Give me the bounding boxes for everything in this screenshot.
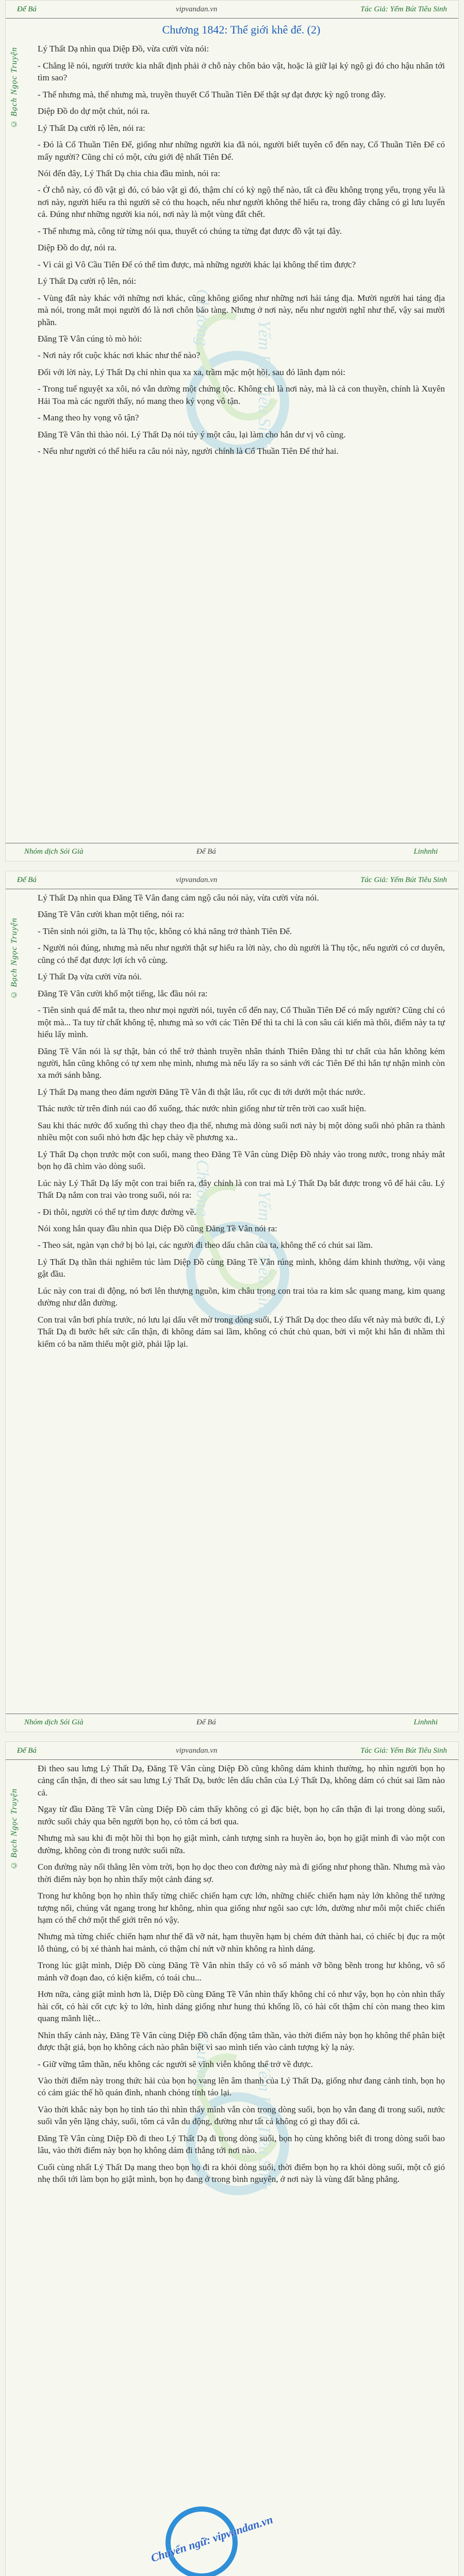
paragraph: Đối với lời này, Lý Thất Dạ chỉ nhìn qua xa xa, trầm mặc một hồi, sau đó lãnh đạm nói: — [38, 367, 345, 377]
header-book-title: Đế Bá — [17, 1747, 37, 1755]
paragraph: Lý Thất Dạ nhìn qua Diệp Đồ, vừa cười vừa nói: — [38, 44, 209, 54]
paragraph: Lúc này con trai di động, nó bơi lên thượng nguồn, kim châu trong con trai tỏa ra kim sắc quang mang, kim quang dường như dẫn đường. — [38, 1285, 445, 1308]
paragraph: - Vùng đất này khác với những nơi khác, cũng không giống như những nơi hải táng địa. Mười người hai táng địa mà nói, trong mắt mọi người đó là nơi chôn bảo tàng. Nhưng ở nơi này, nếu như người nghĩ như thế, vậy sai mười phần. — [38, 293, 445, 327]
watermark-text: Chương — [193, 2030, 212, 2088]
paragraph: - Chẳng lẽ nói, người trước kia nhất định phải ở chỗ này chôn bảo vật, hoặc là giữ lại ký ngộ gì đó cho hậu nhân tới tìm sao? — [38, 60, 445, 83]
paragraph: - Vì cái gì Vô Cầu Tiên Đế có thể tìm được, mà những người khác lại không thể tìm được? — [38, 259, 356, 269]
paragraph: - Đó là Cổ Thuần Tiên Đế, giống như những người kia đã nói, người biết tuyên cổ đến nay, Cổ Thuần Tiên Đế có mấy người? Cũng chỉ có một, cứu giới đệ nhất Tiên Đế. — [38, 140, 445, 162]
paragraph: Diệp Đồ do dự, nói ra. — [38, 243, 117, 253]
page-1-body — [38, 43, 445, 457]
paragraph: - Nơi này rốt cuộc khác nơi khác như thế nào? — [38, 350, 201, 361]
paragraph: Lý Thất Dạ thần thái nghiêm túc làm Diệp Đồ cùng Đăng Tề Vân rúng mình, không dám khinh thường, vội vàng gật đầu. — [38, 1257, 445, 1279]
page-3-body — [38, 1762, 445, 2185]
paragraph: - Ở chỗ này, có đồ vật gì đó, có bảo vật gì đó, thậm chí có kỳ ngộ thế nào, tất cả đều không trọng yếu, trọng yếu là nơi này, người hiểu ra thì người sẽ có thu hoạch, nếu như người không thể hiểu ra, trong đây chẳng có gì lưu luyến cả. Đúng như những người kia nói, nơi này là một vùng đất chết. — [38, 185, 445, 219]
paragraph: Lý Thất Dạ mang theo đám người Đăng Tề Vân đi thật lâu, rốt cục đi tới dưới một thác nước. — [38, 1087, 366, 1097]
paragraph: - Tiên sinh nói giỡn, ta là Thụ tộc, không có khả năng trở thành Tiên Đế. — [38, 926, 292, 936]
chapter-title: Chương 1842: Thế giới khê đế. (2) — [162, 23, 321, 36]
paragraph: Ngay từ đầu Đăng Tề Vân cùng Diệp Đồ cảm thấy không có gì đặc biệt, bọn họ cẩn thận đi lại trong dòng suối, nước suối chảy qua bên người bọn họ, có tôm cá bơi qua. — [38, 1804, 445, 1826]
paragraph: Sau khi thác nước đổ xuống thì chạy theo địa thế, nhưng mà dòng suối nơi này bị một dòng suối nhỏ phân ra thành nhiều một con suối nhỏ hơn đặc hẹp chảy về phương xa.. — [38, 1120, 445, 1143]
paragraph: Đăng Tề Vân cúng tò mò hỏi: — [38, 333, 142, 344]
header-author: Tác Giả: Yếm Bút Tiêu Sinh — [360, 876, 447, 884]
paragraph: Cuối cùng nhất Lý Thất Dạ mang theo bọn họ đi ra khỏi dòng suối, thời điểm bọn họ ra khỏi dòng suối, một cỗ gió nhẹ thổi tới làm bọn họ giật mình, bọn họ đang ở trong bình nguyên, ở nơi này là vùng đất bằng phẳng. — [38, 2162, 445, 2184]
paragraph: Nhìn thấy cảnh này, Đăng Tề Vân cùng Diệp Đồ chấn động tâm thần, vào thời điểm này bọn họ không thể phân biệt được thật giả, bọn họ không cách nào phân biệt vì sao mình tiến vào cảnh tượng kỳ lạ này. — [38, 2030, 445, 2053]
page-2 — [5, 871, 459, 1732]
side-label: © Bạch Ngọc Truyện — [10, 47, 19, 129]
paragraph: Thác nước từ trên đỉnh núi cao đổ xuống, thác nước nhìn giống như từ trên trời cao xuất hiện. — [38, 1104, 367, 1114]
header-author: Tác Giả: Yếm Bút Tiêu Sinh — [360, 1747, 447, 1755]
watermark-text: Chương — [193, 289, 212, 346]
watermark-text-author: Yếm Bút Tiêu Sinh — [255, 2061, 274, 2191]
paragraph: Lý Thất Dạ vừa cười vừa nói. — [38, 972, 142, 982]
paragraph: Nhưng mà sau khi đi một hồi thì bọn họ giật mình, cảnh tượng sinh ra huyền ảo, bọn họ giật mình đi vào một con đường, không còn đi trong nước suối nữa. — [38, 1833, 445, 1855]
footer-book-title: Đế Bá — [196, 1718, 216, 1726]
page-content — [38, 21, 445, 840]
paragraph: Nói xong hắn quay đầu nhìn qua Diệp Đồ cũng Đăng Tề Vân nói ra: — [38, 1223, 277, 1233]
paragraph: Vào thời khắc này bọn họ tỉnh táo thì nhìn thấy mình vẫn còn trong dòng suối, bọn họ vẫn đang đi trong suối, nước suối vẫn yên lặng chảy, suối, tôm cá vẫn du động, đường như tất cả không có gì thay đổi cả. — [38, 2104, 445, 2127]
footer-editor: Linhnhi — [413, 1718, 438, 1726]
paragraph: - Giữ vững tâm thần, nếu không các người sẽ vĩnh viễn không thể trở về được. — [38, 2059, 313, 2069]
paragraph: Con đường này nối thẳng lên vòm trời, bọn họ dọc theo con đường này mà đi giống như phong thần. Nhưng mà vào thời điểm này bọn họ nhìn thấy một cảnh đáng sợ. — [38, 1862, 445, 1884]
header-site: vipvandan.vn — [176, 5, 218, 13]
watermark-text-author: Yếm Bút Tiêu Sinh — [255, 1191, 274, 1320]
paragraph: Lý Thất Dạ chọn trước một con suối, mang theo Đăng Tề Vân cùng Diệp Đồ nhảy vào trong nước, trong nháy mắt bọn họ đã chìm vào dòng suối. — [38, 1149, 445, 1172]
page-header — [6, 1742, 458, 1760]
paragraph: Đăng Tề Vân nói là sự thật, bản có thể trở thành truyền nhân thánh Thiên Đằng thì tư chất của hắn không kém người, hắn cũng không có tự xem nhẹ mình, nhưng mà nếu lấy ra so sánh với các Tiên Đế thì hắn tự nhận mình còn xa mới sánh bằng. — [38, 1046, 445, 1080]
footer-translator: Nhóm dịch Sói Già — [24, 848, 84, 856]
header-site: vipvandan.vn — [176, 1747, 218, 1755]
watermark-text: Chương — [193, 1160, 212, 1217]
paragraph: Đăng Tề Vân cười khan một tiếng, nói ra: — [38, 909, 185, 920]
paragraph: Đăng Tề Vân cùng Diệp Đồ đi theo Lý Thất Dạ đi trong dòng suối, bọn họ cùng không biết đi trong dòng suối bao lâu, vào thời điểm này bọn họ không dám đi thẳng tới nơi nào. — [38, 2133, 445, 2156]
paragraph: - Nếu như người có thể hiểu ra câu nói này, người chính là Cổ Thuần Tiên Đế thứ hai. — [38, 446, 339, 456]
paragraph: - Theo sát, ngàn vạn chớ bị bỏ lại, các người đi theo dấu chân của ta, không thể có chút sai lầm. — [38, 1240, 373, 1250]
page-header — [6, 871, 458, 889]
paragraph: Nhưng mà từng chiếc chiến hạm như thế đã vỡ nát, hạm thuyền hạm bị chém đứt thành hai, có chiếc bị đục ra một lỗ thủng, có bị xé thành hai mảnh, có thậm chí nứt vỡ nhìn không ra hình dáng. — [38, 1931, 445, 1954]
page-footer — [6, 1714, 458, 1732]
paragraph: Lúc này Lý Thất Dạ lấy một con trai biển ra, đây chính là con trai mà Lý Thất Dạ bắt được trong vô để hải câu. Lý Thất Dạ nắm con trai vào trong suối, nói ra: — [38, 1178, 445, 1200]
footer-translator: Nhóm dịch Sói Già — [24, 1718, 84, 1726]
header-site: vipvandan.vn — [176, 876, 218, 884]
page-footer — [6, 843, 458, 861]
paragraph: - Trong tuế nguyệt xa xôi, nó vẫn dường một chứng tộc. Không chi là nơi này, mà là cả con thuyền, chính là Xuyên Hải Toa mà các người thấy, nó mang theo ký vọng vô tận. — [38, 384, 445, 406]
paragraph: Vào thời điểm này trong thức hải của bọn họ vang lên âm thanh của Lý Thất Dạ, giống như đang cảnh tỉnh, bọn họ có cảm giác thế hồ quán đỉnh, nhanh chóng tỉnh táo lại. — [38, 2075, 445, 2098]
page-header — [6, 1, 458, 19]
stamp-text: Chuyển ngữ: vipvandan.vn — [149, 2513, 275, 2565]
paragraph: Lý Thất Dạ cười rộ lên, nói ra: — [38, 123, 145, 133]
paragraph: Nói đến đây, Lý Thất Dạ chia chia đầu mình, nói ra: — [38, 168, 221, 178]
page-content — [38, 1762, 445, 2576]
paragraph: - Mang theo hy vọng vô tận? — [38, 413, 139, 423]
side-label: © Bạch Ngọc Truyện — [10, 1788, 19, 1870]
header-author: Tác Giả: Yếm Bút Tiêu Sinh — [360, 5, 447, 13]
paragraph: Đăng Tề Vân thì thào nói. Lý Thất Dạ nói túy ý một câu, lại làm cho hắn dư vị vô cùng. — [38, 429, 346, 439]
page-3 — [5, 1741, 459, 2576]
paragraph: Đi theo sau lưng Lý Thất Dạ, Đăng Tề Vân cùng Diệp Đồ cũng không dám khinh thường, họ nhìn người bọn họ cảng cẩn thận, đi theo sát sau lưng Lý Thất Dạ, bước lên dấu chân của Lý Thất Dạ, không dám có chút sai lầm nào cả. — [38, 1764, 445, 1798]
paragraph: Hơn nữa, càng giật mình hơn là, Diệp Đồ cùng Đăng Tề Vân nhìn thấy không chỉ có như vậy, bọn họ còn nhìn thấy hài cốt, có hài cốt cực kỳ to lớn, hình dáng giống như hung thú khổng lồ, có hài cốt thậm chí còn mang theo kim quang mãnh liệt... — [38, 1989, 445, 2024]
paragraph: - Thế nhưng mà, thế nhưng mà, truyền thuyết Cổ Thuần Tiên Đế thật sự đạt được kỳ ngộ trong đây. — [38, 89, 386, 99]
paragraph: Trong lúc giật mình, Diệp Đồ cùng Đăng Tề Vân nhìn thấy có vô số mảnh vỡ bồng bềnh trong hư không, vô số mảnh vỡ đoạn đao, có kiện kiếm, có toái chu... — [38, 1960, 445, 1982]
paragraph: Lý Thất Dạ nhìn qua Đăng Tề Vân đang cảm ngộ câu nói này, vừa cười vừa nói. — [38, 893, 319, 903]
page-content — [38, 892, 445, 1711]
paragraph: Lý Thất Dạ cười rộ lên, nói: — [38, 276, 137, 286]
page-2-body — [38, 892, 445, 1350]
footer-editor: Linhnhi — [413, 848, 438, 856]
footer-book-title: Đế Bá — [196, 848, 216, 856]
paragraph: - Thế nhưng mà, công tử từng nói qua, thuyết có chúng ta từng đạt được đồ vật tại đây. — [38, 226, 342, 236]
side-label: © Bạch Ngọc Truyện — [10, 918, 19, 999]
paragraph: Diệp Đồ do dự một chút, nói ra. — [38, 106, 150, 116]
watermark-text-author: Yếm Bút Tiêu Sinh — [255, 320, 274, 449]
paragraph: Trong hư không bọn họ nhìn thấy từng chiếc chiến hạm cực lớn, những chiếc chiến hạm này lớn không thể tưởng tượng nổi, chúng vắt ngang trong hư không, nhìn qua giống như ngôi sao cực lớn, dường như mỗi một chiếc chiến hạm có thể chở một thế giới trên nó vậy. — [38, 1891, 445, 1925]
header-book-title: Đế Bá — [17, 5, 37, 13]
paragraph: - Người nói đúng, nhưng mà nếu như người thật sự hiểu ra lời này, cho dù người là Thụ tộc, nếu người có cơ duyên, cũng có thể đạt được lợi ích vô cùng. — [38, 943, 445, 965]
paragraph: - Tiên sinh quá để mắt ta, theo như mọi người nói, tuyên cổ đến nay, Cổ Thuần Tiên Đế có mấy người? Cũng chỉ có một mà... Ta tuy từ chất không tệ, nhưng mà so với các Tiên Đế thì ta chỉ là con sâu cái kiến mà thôi, điểm này ta tự hiểu lấy mình. — [38, 1005, 445, 1040]
page-1 — [5, 0, 459, 861]
paragraph: - Đi thôi, người có thể tự tìm được đường về. — [38, 1207, 196, 1217]
header-book-title: Đế Bá — [17, 876, 37, 884]
paragraph: Đăng Tề Vân cười khổ một tiếng, lắc đầu nói ra: — [38, 988, 208, 998]
paragraph: Con trai vẫn bơi phía trước, nó lưu lại dấu vết mờ trong dòng suối, Lý Thất Dạ dọc theo dấu vết này mà bước đi, Lý Thất Dạ đi bước hết sức cẩn thận, đi không dám sai lầm, không có chút chủ quan, bởi vì một khi hắn đi nhầm thì kiếm có ba năm thiếu một giờ, phải lập lại. — [38, 1314, 445, 1349]
